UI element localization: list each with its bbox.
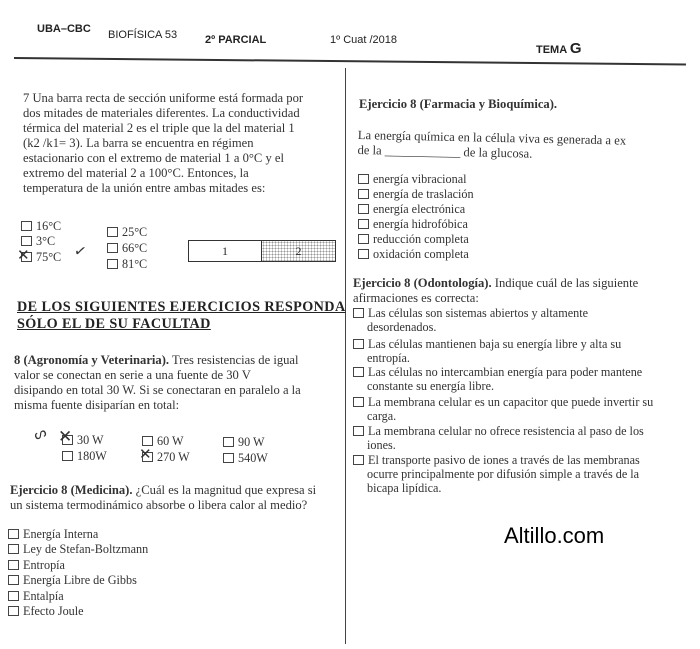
section-heading-line-2: SÓLO EL DE SU FACULTAD bbox=[17, 316, 211, 332]
q7-option[interactable]: 25°C bbox=[107, 225, 147, 239]
checkbox[interactable] bbox=[358, 249, 369, 259]
checkbox[interactable] bbox=[62, 451, 73, 461]
farmacia-option[interactable]: energía de traslación bbox=[358, 187, 474, 201]
farmacia-text: La energía química en la célula viva es generada a ex de la ____________ de la glucosa. bbox=[357, 128, 627, 161]
medicina-option[interactable]: Entropía bbox=[8, 558, 65, 572]
exam-name: 2º PARCIAL bbox=[205, 34, 267, 46]
farmacia-title: Ejercicio 8 (Farmacia y Bioquímica). bbox=[359, 97, 558, 111]
cross-mark-icon: ✕ bbox=[58, 427, 73, 447]
checkbox[interactable] bbox=[107, 259, 118, 269]
medicina-option[interactable]: Energía Libre de Gibbs bbox=[8, 573, 137, 587]
checkbox[interactable] bbox=[353, 397, 364, 407]
agro-option[interactable]: 270 W bbox=[142, 450, 190, 464]
bar-diagram bbox=[188, 240, 336, 262]
column-divider bbox=[345, 68, 346, 644]
checkbox[interactable] bbox=[353, 308, 364, 318]
agro-option[interactable]: 540W bbox=[223, 451, 268, 465]
farmacia-option[interactable]: reducción completa bbox=[358, 232, 469, 246]
agro-option[interactable]: 60 W bbox=[142, 434, 184, 448]
cross-mark-icon: ✕ bbox=[17, 246, 30, 264]
odonto-text: Ejercicio 8 (Odontología). Indique cuál de las siguiente afirmaciones es correcta: bbox=[353, 276, 639, 305]
farmacia-option[interactable]: oxidación completa bbox=[358, 247, 469, 261]
term: 1º Cuat /2018 bbox=[330, 34, 398, 46]
checkbox[interactable] bbox=[358, 189, 369, 199]
checkbox[interactable] bbox=[358, 234, 369, 244]
odonto-option[interactable]: La membrana celular no ofrece resistencia al paso de los iones. bbox=[353, 424, 644, 452]
q7-option[interactable]: 81°C bbox=[107, 257, 147, 271]
medicina-option[interactable]: Ley de Stefan-Boltzmann bbox=[8, 542, 148, 556]
q7-text: 7 Una barra recta de sección uniforme está formada por dos mitades de materiales diferentes. La conductividad térmica del material 2 es el triple que la del material 1 (k2 /k1= 3). La barra se encuentra en régimen estacionario con el extremo de material 1 a 0°C y el extremo del material 2 a 100°C. Entonces, la temperatura de la unión entre ambas mitades es: bbox=[23, 91, 304, 195]
watermark: Altillo.com bbox=[504, 523, 605, 548]
checkbox[interactable] bbox=[358, 174, 369, 184]
medicina-option[interactable]: Efecto Joule bbox=[8, 604, 84, 618]
q7-option[interactable]: 3°C bbox=[21, 234, 55, 248]
checkbox[interactable] bbox=[21, 221, 32, 231]
farmacia-option[interactable]: energía electrónica bbox=[358, 202, 465, 216]
odonto-option[interactable]: Las células son sistemas abiertos y altamente desordenados. bbox=[353, 306, 588, 334]
section-heading-line-1: DE LOS SIGUIENTES EJERCICIOS RESPONDA bbox=[17, 299, 346, 315]
odonto-option[interactable]: Las células no intercambian energía para poder mantene constante su energía libre. bbox=[353, 365, 642, 393]
checkbox[interactable] bbox=[353, 367, 364, 377]
odonto-option[interactable]: El transporte pasivo de iones a través de las membranas ocurre principalmente por difusión simple a través de la bicapa lipídica. bbox=[353, 453, 640, 495]
checkbox[interactable] bbox=[358, 204, 369, 214]
farmacia-option[interactable]: energía hidrofóbica bbox=[358, 217, 468, 231]
checkbox[interactable] bbox=[8, 606, 19, 616]
handwritten-scribble-icon: ᔕ bbox=[31, 424, 49, 444]
checkbox[interactable] bbox=[8, 544, 19, 554]
checkbox[interactable] bbox=[353, 455, 364, 465]
checkbox[interactable] bbox=[107, 243, 118, 253]
q7-option[interactable]: 66°C bbox=[107, 241, 147, 255]
agro-option[interactable]: 90 W bbox=[223, 435, 265, 449]
checkbox[interactable] bbox=[8, 560, 19, 570]
check-mark-icon: ✓ bbox=[72, 241, 89, 261]
medicina-option[interactable]: Entalpía bbox=[8, 589, 64, 603]
checkbox[interactable] bbox=[8, 591, 19, 601]
checkbox[interactable] bbox=[8, 575, 19, 585]
agro-text: 8 (Agronomía y Veterinaria). Tres resistencias de igual valor se conectan en serie a una fuente de 30 V disipando en total 30 W. Si se conectaran en paralelo a la misma fuente disiparían en total: bbox=[14, 353, 301, 412]
checkbox[interactable] bbox=[8, 529, 19, 539]
material-1-segment: 1 bbox=[189, 241, 262, 261]
odonto-option[interactable]: Las células mantienen baja su energía libre y alta su entropía. bbox=[353, 337, 621, 365]
q7-option[interactable]: 16°C bbox=[21, 219, 61, 233]
tema-label: TEMA G bbox=[536, 40, 582, 57]
q7-option[interactable]: 75°C bbox=[21, 250, 61, 264]
checkbox[interactable] bbox=[107, 227, 118, 237]
agro-option[interactable]: 30 W bbox=[62, 433, 104, 447]
checkbox[interactable] bbox=[223, 453, 234, 463]
checkbox[interactable] bbox=[353, 339, 364, 349]
medicina-text: Ejercicio 8 (Medicina). ¿Cuál es la magnitud que expresa si un sistema termodinámico absorbe o libera calor al medio? bbox=[10, 483, 317, 512]
agro-option[interactable]: 180W bbox=[62, 449, 107, 463]
farmacia-option[interactable]: energía vibracional bbox=[358, 172, 467, 186]
medicina-option[interactable]: Energía Interna bbox=[8, 527, 98, 541]
checkbox[interactable] bbox=[21, 236, 32, 246]
checkbox[interactable] bbox=[353, 426, 364, 436]
cross-mark-icon: ✕ bbox=[139, 445, 152, 463]
checkbox[interactable] bbox=[223, 437, 234, 447]
checkbox[interactable] bbox=[358, 219, 369, 229]
material-2-segment: 2 bbox=[262, 241, 335, 261]
header-rule bbox=[14, 57, 686, 65]
institution: UBA–CBC bbox=[37, 23, 91, 35]
course: BIOFÍSICA 53 bbox=[108, 29, 178, 41]
odonto-option[interactable]: La membrana celular es un capacitor que puede invertir su carga. bbox=[353, 395, 653, 423]
